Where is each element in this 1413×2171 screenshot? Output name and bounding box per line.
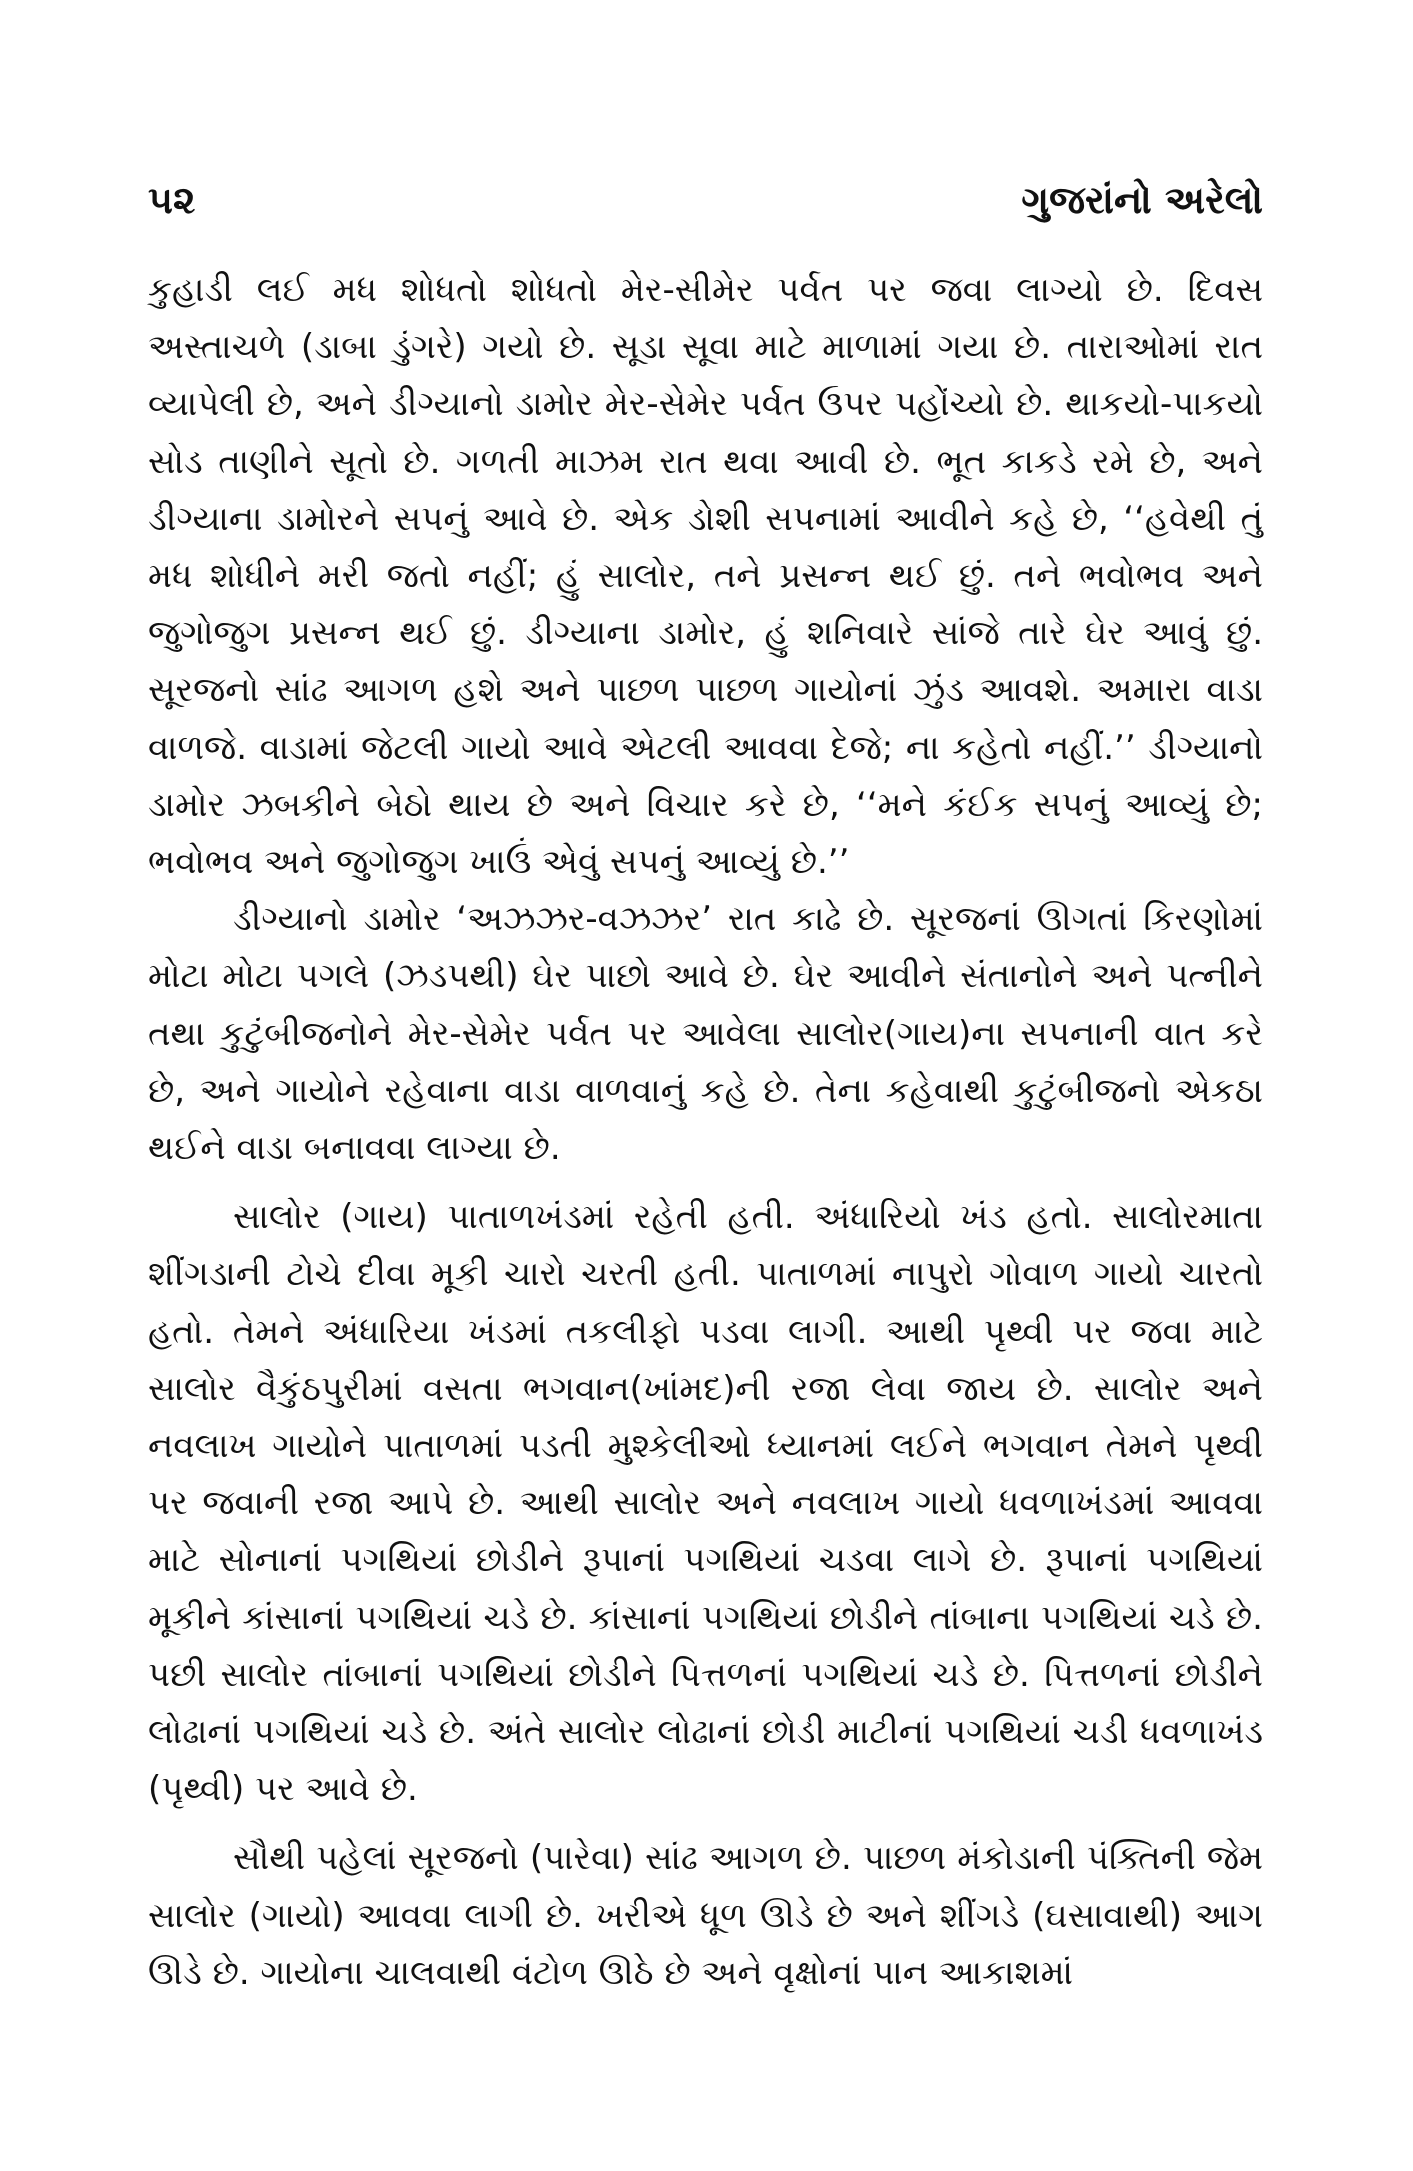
- body-text: [148, 262, 1263, 2002]
- paragraph: કુહાડી લઈ મધ શોધતો શોધતો મેર-સીમેર પર્વત પર જવા લાગ્યો છે. દિવસ અસ્તાચળે (ડાબા ડુંગરે) ગયો છે. સૂડા સૂવા માટે માળામાં ગયા છે. તારાઓમાં રાત વ્યાપેલી છે, અને ડીગ્યાનો ડામોર મેર-સેમેર પર્વત ઉપર પહોંચ્યો છે. થાકયો-પાકયો સોડ તાણીને સૂતો છે. ગળતી માઝમ રાત થવા આવી છે. ભૂત કાકડે રમે છે, અને ડીગ્યાના ડામોરને સપનું આવે છે. એક ડોશી સપનામાં આવીને કહે છે, ‘‘હવેથી તું મધ શોધીને મરી જતો નહીં; હું સાલોર, તને પ્રસન્ન થઈ છું. તને ભવોભવ અને જુગોજુગ પ્રસન્ન થઈ છું. ડીગ્યાના ડામોર, હું શનિવારે સાંજે તારે ઘેર આવું છું. સૂરજનો સાંઢ આગળ હશે અને પાછળ પાછળ ગાયોનાં ઝુંડ આવશે. અમારા વાડા વાળજે. વાડામાં જેટલી ગાયો આવે એટલી આવવા દેજે; ના કહેતો નહીં.’’ ડીગ્યાનો ડામોર ઝબકીને બેઠો થાય છે અને વિચાર કરે છે, ‘‘મને કંઈક સપનું આવ્યું છે; ભવોભવ અને જુગોજુગ ખાઉં એવું સપનું આવ્યું છે.’’: [148, 270, 1263, 883]
- paragraph: સાલોર (ગાય) પાતાળખંડમાં રહેતી હતી. અંધારિયો ખંડ હતો. સાલોરમાતા શીંગડાની ટોચે દીવા મૂકી ચારો ચરતી હતી. પાતાળમાં નાપુરો ગોવાળ ગાયો ચારતો હતો. તેમને અંધારિયા ખંડમાં તકલીફો પડવા લાગી. આથી પૃથ્વી પર જવા માટે સાલોર વૈકુંઠપુરીમાં વસતા ભગવાન(ખાંમદ)ની રજા લેવા જાય છે. સાલોર અને નવલાખ ગાયોને પાતાળમાં પડતી મુશ્કેલીઓ ધ્યાનમાં લઈને ભગવાન તેમને પૃથ્વી પર જવાની રજા આપે છે. આથી સાલોર અને નવલાખ ગાયો ધવળાખંડમાં આવવા માટે સોનાનાં પગથિયાં છોડીને રૂપાનાં પગથિયાં ચડવા લાગે છે. રૂપાનાં પગથિયાં મૂકીને કાંસાનાં પગથિયાં ચડે છે. કાંસાનાં પગથિયાં છોડીને તાંબાના પગથિયાં ચડે છે. પછી સાલોર તાંબાનાં પગથિયાં છોડીને પિત્તળનાં પગથિયાં ચડે છે. પિત્તળનાં છોડીને લોઢાનાં પગથિયાં ચડે છે. અંતે સાલોર લોઢાનાં છોડી માટીનાં પગથિયાં ચડી ધવળાખંડ (પૃથ્વી) પર આવે છે.: [148, 1197, 1263, 1810]
- paragraph: ડીગ્યાનો ડામોર ‘અઝઝર-વઝઝર’ રાત કાઢે છે. સૂરજનાં ઊગતાં કિરણોમાં મોટા મોટા પગલે (ઝડપથી) ઘેર પાછો આવે છે. ઘેર આવીને સંતાનોને અને પત્નીને તથા કુટુંબીજનોને મેર-સેમેર પર્વત પર આવેલા સાલોર(ગાય)ના સપનાની વાત કરે છે, અને ગાયોને રહેવાના વાડા વાળવાનું કહે છે. તેના કહેવાથી કુટુંબીજનો એકઠા થઈને વાડા બનાવવા લાગ્યા છે.: [148, 899, 1263, 1169]
- running-head: [148, 178, 1263, 238]
- paragraph: સૌથી પહેલાં સૂરજનો (પારેવા) સાંઢ આગળ છે. પાછળ મંકોડાની પંક્તિની જેમ સાલોર (ગાયો) આવવા લાગી છે. ખરીએ ધૂળ ઊડે છે અને શીંગડે (ઘસાવાથી) આગ ઊડે છે. ગાયોના ચાલવાથી વંટોળ ઊઠે છે અને વૃક્ષોનાં પાન આકાશમાં: [148, 1838, 1263, 1993]
- running-title: ગુજરાંનો અરેલો: [1021, 178, 1263, 222]
- page-number: ૫૨: [148, 178, 196, 222]
